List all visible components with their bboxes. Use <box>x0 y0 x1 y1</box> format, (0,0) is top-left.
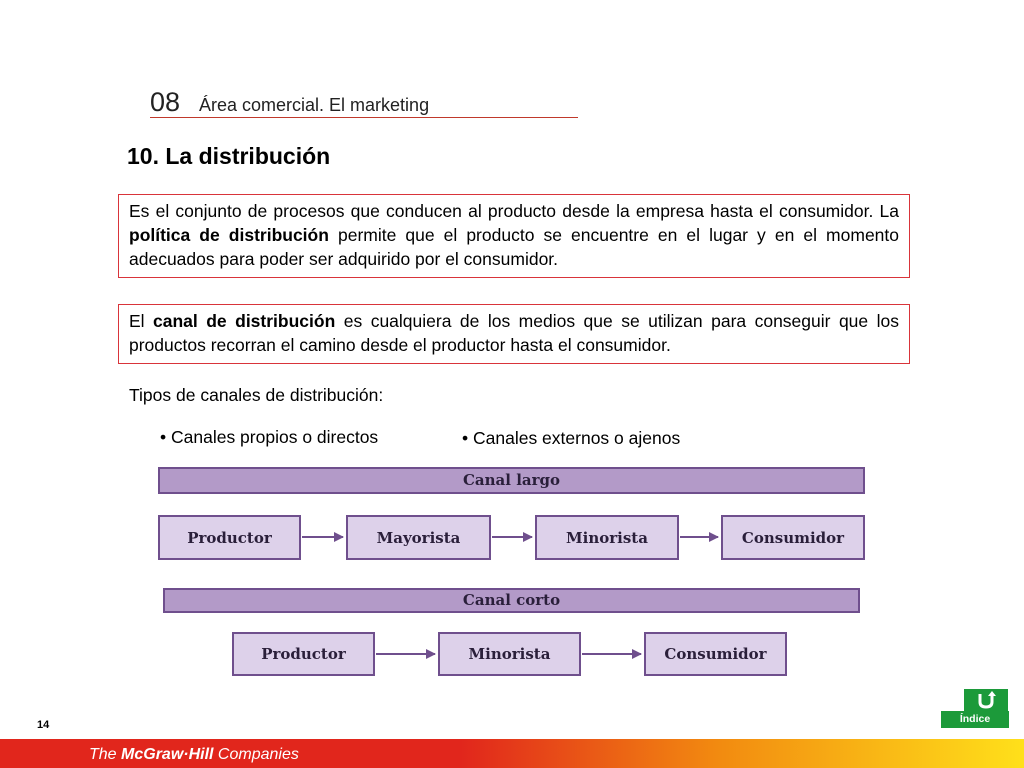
long-node-consumidor: Consumidor <box>721 515 865 560</box>
short-channel-bar: Canal corto <box>163 588 860 613</box>
logo-suffix: Companies <box>213 746 299 763</box>
chapter-number: 08 <box>150 87 181 117</box>
short-node-minorista: Minorista <box>438 632 581 676</box>
bullet-external-channels: • Canales externos o ajenos <box>462 428 681 448</box>
index-button[interactable] <box>941 689 1009 729</box>
definition-text-part2: permite que el producto se encuentre en el lugar y en el momento adecuados para poder ser adquirido por el consumidor. <box>129 225 899 269</box>
logo-prefix: The <box>89 746 122 763</box>
long-node-minorista: Minorista <box>535 515 679 560</box>
channel-bold-term: canal de distribución <box>153 311 336 331</box>
channel-text-part2: es cualquiera de los medios que se utilizan para conseguir que los productos recorran el camino desde el productor hasta el consumidor. <box>129 311 899 355</box>
header-divider <box>150 117 578 118</box>
distribution-definition-box <box>118 194 910 278</box>
chapter-title: Área comercial. El marketing <box>199 95 430 115</box>
long-node-mayorista: Mayorista <box>346 515 491 560</box>
channel-definition-box <box>118 304 910 364</box>
bullet-direct-channels: • Canales propios o directos <box>160 427 379 447</box>
logo-brand: McGraw·Hill <box>121 746 214 763</box>
long-node-productor: Productor <box>158 515 301 560</box>
publisher-logo <box>89 745 299 765</box>
section-title: 10. La distribución <box>127 143 331 169</box>
u-turn-arrow-icon <box>964 689 1008 711</box>
channel-types-heading: Tipos de canales de distribución: <box>129 385 384 405</box>
definition-bold-term: política de distribución <box>129 225 329 245</box>
definition-text-part1: Es el conjunto de procesos que conducen al producto desde la empresa hasta el consumidor. La <box>129 201 899 221</box>
short-node-productor: Productor <box>232 632 375 676</box>
short-node-consumidor: Consumidor <box>644 632 787 676</box>
long-channel-bar: Canal largo <box>158 467 865 494</box>
page-number: 14 <box>37 719 50 731</box>
index-label: Índice <box>941 711 1009 728</box>
channel-text-part1: El <box>129 311 154 331</box>
